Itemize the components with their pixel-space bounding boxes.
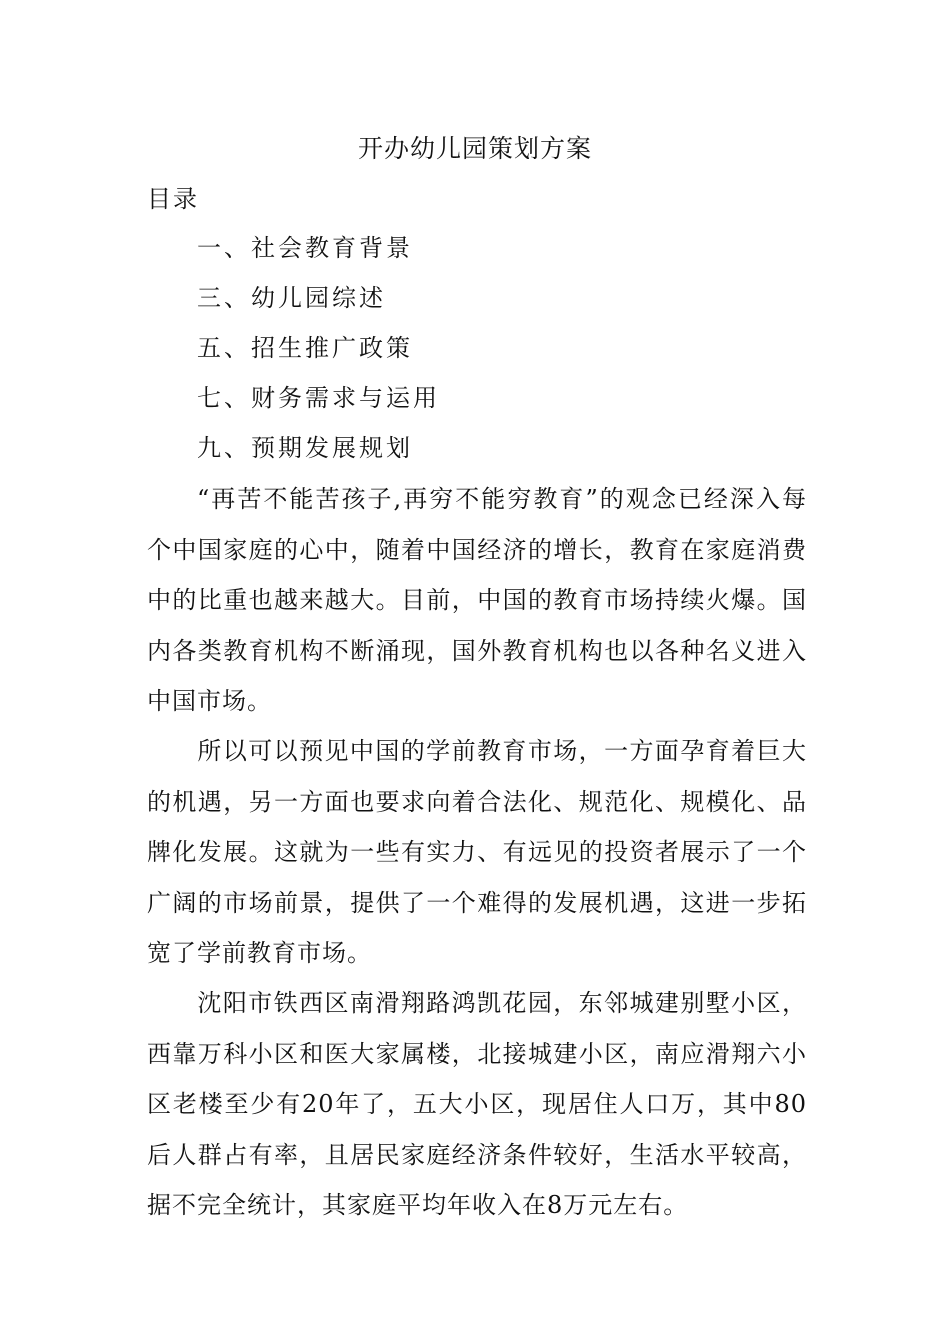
paragraph-text: 所以可以预见中国的学前教育市场，一方面孕育着巨大的机遇，另一方面也要求向着合法化、规范化、规模化、品牌化发展。这就为一些有实力、有远见的投资者展示了一个广阔的市场前景，提供了一个难得的发展机遇，这进一步拓宽了学前教育市场。 xyxy=(147,737,807,967)
paragraph-text: 沈阳市铁西区南滑翔路鸿凯花园，东邻城建别墅小区，西靠万科小区和医大家属楼，北接城建小区，南应滑翔六小区老楼至少有20年了，五大小区，现居住人口万，其中80后人群占有率，且居民家庭经济条件较好，生活水平较高，据不完全统计，其家庭平均年收入在8万元左右。 xyxy=(147,989,807,1219)
body-paragraph xyxy=(147,978,807,1231)
toc-list xyxy=(197,230,440,480)
toc-item: 一、社会教育背景 xyxy=(197,234,413,262)
toc-heading: 目录 xyxy=(147,185,199,213)
paragraph-text: “再苦不能苦孩子,再穷不能穷教育”的观念已经深入每个中国家庭的心中，随着中国经济的增长，教育在家庭消费中的比重也越来越大。目前，中国的教育市场持续火爆。国内各类教育机构不断涌现，国外教育机构也以各种名义进入中国市场。 xyxy=(147,485,807,715)
toc-item: 三、幼儿园综述 xyxy=(197,284,386,312)
toc-item: 九、预期发展规划 xyxy=(197,434,413,462)
body-paragraph xyxy=(147,726,807,979)
document-title: 开办幼儿园策划方案 xyxy=(357,134,592,163)
body-paragraph xyxy=(147,474,807,727)
toc-item: 五、招生推广政策 xyxy=(197,334,413,362)
toc-item: 七、财务需求与运用 xyxy=(197,384,440,412)
